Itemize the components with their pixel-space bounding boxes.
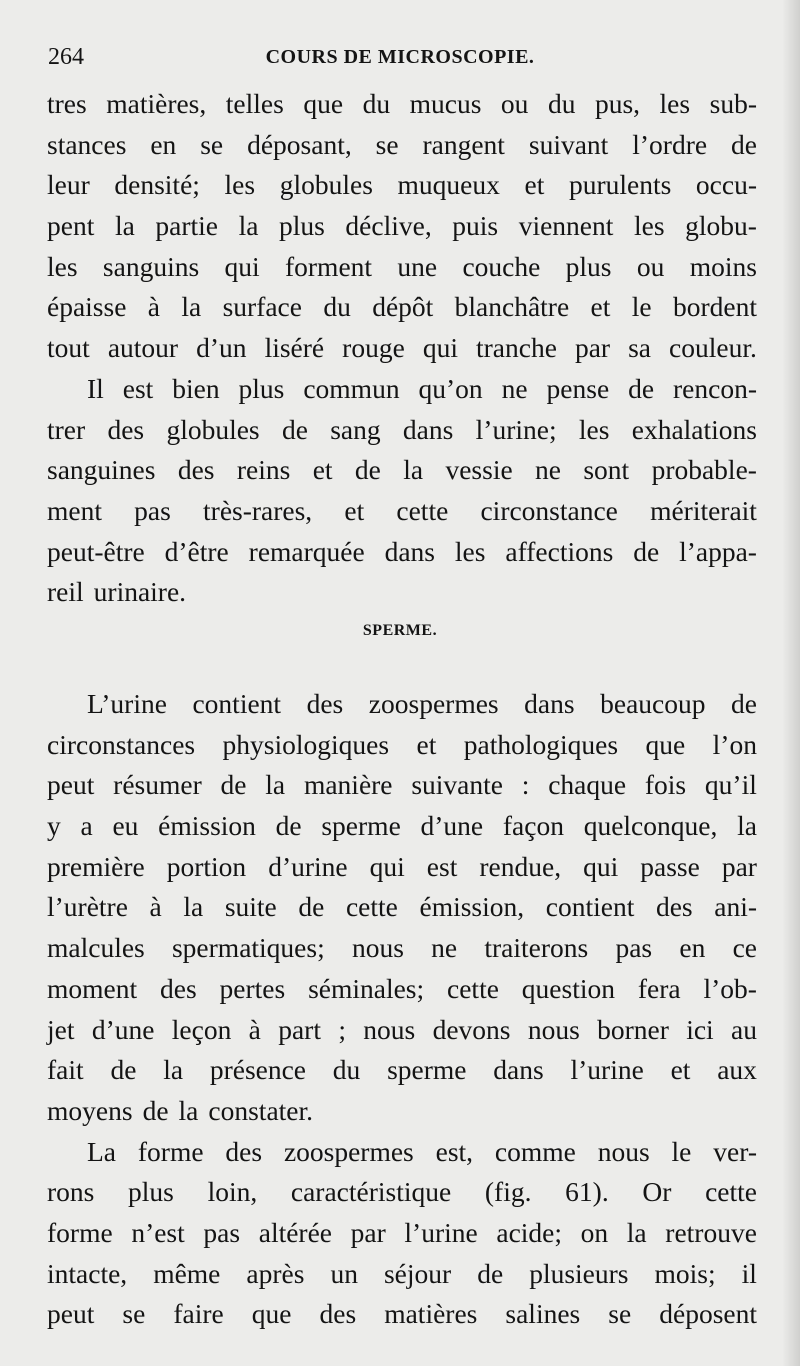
text-line: moment des pertes séminales; cette question fera l’ob- — [47, 972, 757, 1004]
text-line: les sanguins qui forment une couche plus ou moins — [47, 250, 757, 282]
text-line: jet d’une leçon à part ; nous devons nous borner ici au — [47, 1013, 757, 1045]
running-title: COURS DE MICROSCOPIE. — [265, 46, 535, 68]
page-number: 264 — [48, 44, 84, 70]
text-line: La forme des zoospermes est, comme nous le ver- — [87, 1135, 757, 1167]
text-line: y a eu émission de sperme d’une façon quelconque, la — [47, 810, 757, 842]
text-line: ment pas très-rares, et cette circonstance mériterait — [47, 494, 757, 526]
text-line: malcules spermatiques; nous ne traiterons pas en ce — [47, 932, 757, 964]
text-line: peut se faire que des matières salines se déposent — [47, 1298, 757, 1330]
text-line: première portion d’urine qui est rendue, qui passe par — [47, 850, 757, 882]
text-line: peut-être d’être remarquée dans les affections de l’appa- — [47, 535, 757, 567]
text-line: L’urine contient des zoospermes dans beaucoup de — [87, 688, 757, 719]
page-header — [48, 40, 752, 80]
text-block-sperme — [47, 684, 757, 1335]
text-line: intacte, même après un séjour de plusieurs mois; il — [47, 1257, 757, 1289]
text-line: moyens de la constater. — [47, 1094, 314, 1126]
text-line: l’urètre à la suite de cette émission, contient des ani- — [47, 891, 757, 923]
page-edge-shadow — [782, 0, 800, 1366]
text-line: forme n’est pas altérée par l’urine acide; on la retrouve — [47, 1216, 757, 1248]
text-line: fait de la présence du sperme dans l’urine et aux — [47, 1054, 757, 1086]
text-line: tres matières, telles que du mucus ou du pus, les sub- — [47, 88, 757, 119]
text-line: rons plus loin, caractéristique (fig. 61). Or cette — [47, 1176, 757, 1208]
text-line: circonstances physiologiques et pathologiques que l’on — [47, 728, 757, 760]
text-line: peut résumer de la manière suivante : chaque fois qu’il — [47, 769, 757, 801]
text-line: reil urinaire. — [47, 576, 187, 608]
text-line: stances en se déposant, se rangent suivant l’ordre de — [47, 128, 757, 160]
text-line: sanguines des reins et de la vessie ne sont probable- — [47, 454, 757, 486]
text-block-urine-globules — [47, 84, 757, 613]
section-heading: SPERME. — [362, 622, 438, 639]
text-line: trer des globules de sang dans l’urine; les exhalations — [47, 413, 757, 445]
text-line: tout autour d’un liséré rouge qui tranche par sa couleur. — [47, 332, 757, 364]
text-line: épaisse à la surface du dépôt blanchâtre et le bordent — [47, 291, 757, 323]
text-line: pent la partie la plus déclive, puis viennent les globu- — [47, 210, 757, 242]
text-line: Il est bien plus commun qu’on ne pense de rencon- — [87, 372, 757, 404]
text-line: leur densité; les globules muqueux et purulents occu- — [47, 169, 757, 201]
